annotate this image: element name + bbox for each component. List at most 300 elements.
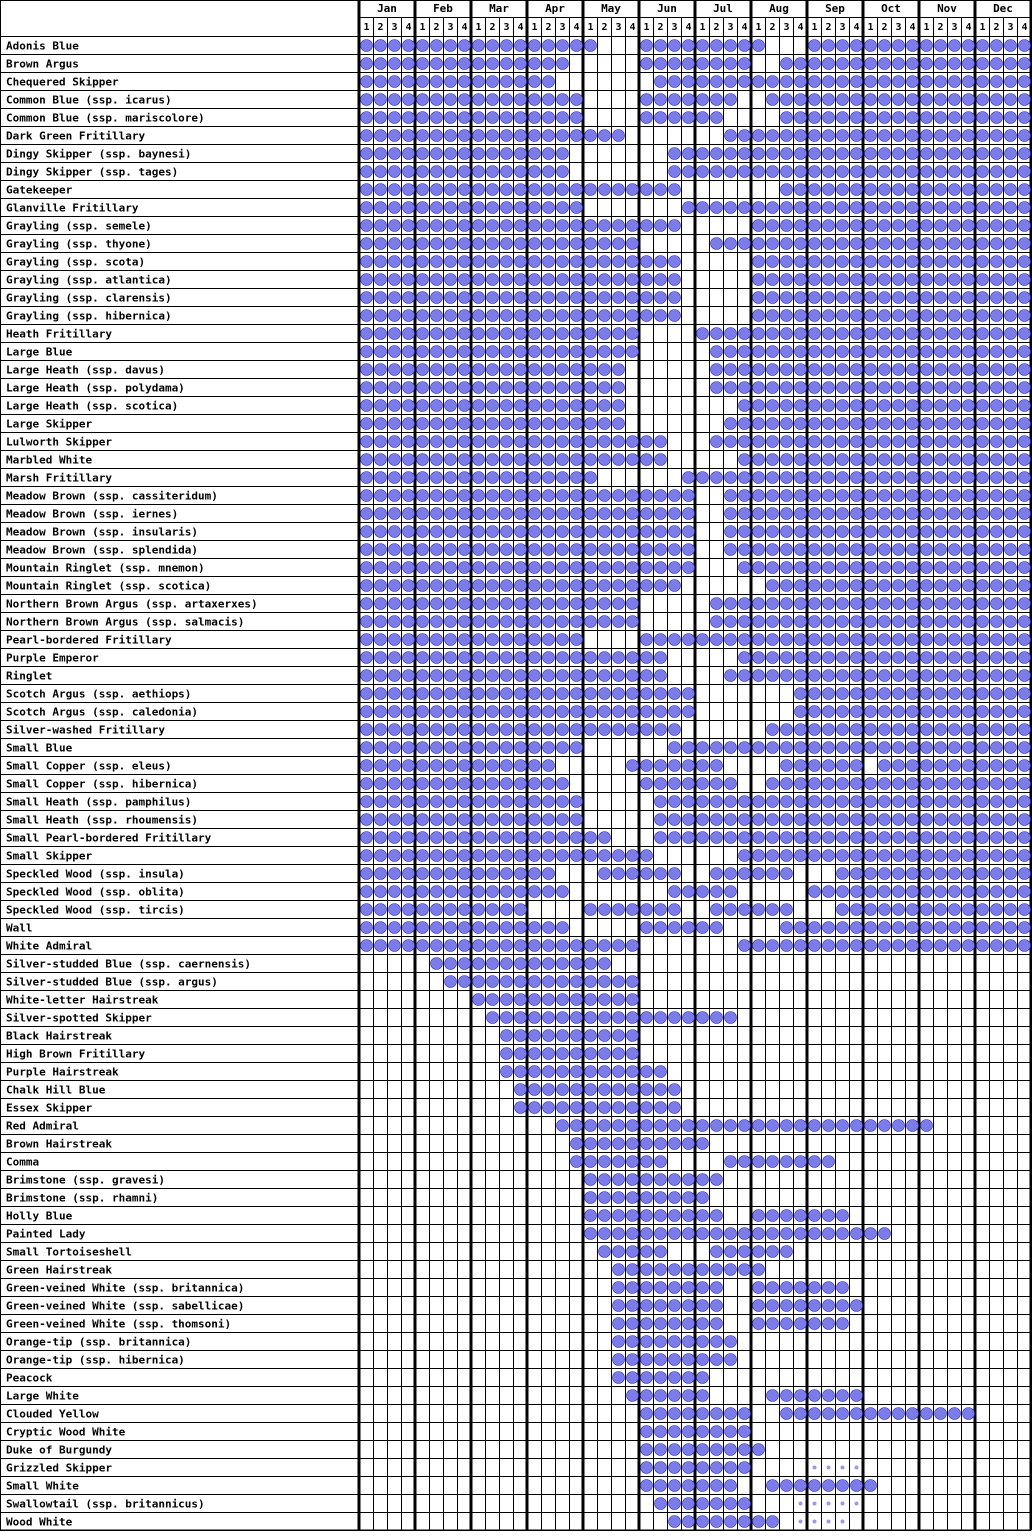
flight-dot (445, 472, 457, 484)
flight-dot (907, 76, 919, 88)
flight-dot (627, 616, 639, 628)
flight-dot (375, 940, 387, 952)
flight-dot (1019, 508, 1031, 520)
flight-dot (935, 130, 947, 142)
flight-dot (809, 1480, 821, 1492)
flight-dot (767, 832, 779, 844)
flight-dot (823, 310, 835, 322)
flight-dot (893, 508, 905, 520)
flight-dot (445, 958, 457, 970)
flight-dot (935, 778, 947, 790)
flight-dot (837, 238, 849, 250)
flight-dot (571, 724, 583, 736)
flight-dot (879, 472, 891, 484)
flight-dot (515, 850, 527, 862)
flight-dot (627, 940, 639, 952)
flight-dot (529, 850, 541, 862)
species-label: Meadow Brown (ssp. insularis) (6, 525, 199, 539)
flight-dot (1005, 904, 1017, 916)
flight-dot (865, 400, 877, 412)
week-label: 1 (923, 22, 930, 33)
flight-dot (851, 832, 863, 844)
flight-dot (599, 274, 611, 286)
flight-dot (837, 76, 849, 88)
week-label: 2 (489, 22, 496, 33)
flight-dot (739, 904, 751, 916)
flight-dot (725, 148, 737, 160)
flight-dot (837, 1282, 849, 1294)
flight-dot (977, 328, 989, 340)
flight-dot (767, 1210, 779, 1222)
flight-dot (809, 436, 821, 448)
week-label: 4 (965, 22, 972, 33)
flight-dot (389, 544, 401, 556)
flight-dot (487, 76, 499, 88)
flight-dot (389, 652, 401, 664)
flight-dot (585, 850, 597, 862)
flight-dot (753, 616, 765, 628)
flight-dot (851, 274, 863, 286)
flight-dot (991, 778, 1003, 790)
flight-dot (627, 1156, 639, 1168)
flight-dot (879, 364, 891, 376)
flight-dot (739, 166, 751, 178)
flight-dot (823, 76, 835, 88)
flight-dot (697, 40, 709, 52)
flight-dot (935, 418, 947, 430)
flight-dot (837, 220, 849, 232)
flight-dot (599, 706, 611, 718)
flight-dot (641, 112, 653, 124)
flight-dot (893, 868, 905, 880)
flight-dot (487, 328, 499, 340)
flight-dot (571, 454, 583, 466)
flight-dot (739, 1120, 751, 1132)
flight-dot (935, 436, 947, 448)
flight-dot (879, 148, 891, 160)
flight-dot (655, 1174, 667, 1186)
flight-dot (725, 634, 737, 646)
week-label: 2 (601, 22, 608, 33)
flight-dot (669, 562, 681, 574)
flight-dot (963, 166, 975, 178)
flight-dot (599, 1138, 611, 1150)
flight-dot (781, 580, 793, 592)
flight-dot (389, 670, 401, 682)
flight-dot (613, 1066, 625, 1078)
flight-dot (1019, 310, 1031, 322)
flight-dot (837, 742, 849, 754)
flight-dot (739, 670, 751, 682)
flight-dot (767, 1246, 779, 1258)
week-label: 4 (909, 22, 916, 33)
flight-dot (753, 382, 765, 394)
flight-dot (753, 490, 765, 502)
flight-dot (473, 256, 485, 268)
flight-dot (949, 580, 961, 592)
flight-dot (403, 886, 415, 898)
flight-dot (431, 148, 443, 160)
flight-dot (417, 652, 429, 664)
flight-dot (823, 760, 835, 772)
flight-dot (431, 616, 443, 628)
flight-dot (641, 1138, 653, 1150)
flight-dot (935, 238, 947, 250)
flight-dot (627, 1282, 639, 1294)
flight-dot (697, 1516, 709, 1528)
flight-dot (697, 1264, 709, 1276)
flight-dot (753, 454, 765, 466)
flight-dot (375, 706, 387, 718)
flight-dot (417, 598, 429, 610)
flight-dot (669, 184, 681, 196)
flight-dot (375, 760, 387, 772)
species-label: Purple Hairstreak (6, 1065, 119, 1079)
flight-dot (935, 382, 947, 394)
flight-dot (837, 112, 849, 124)
flight-dot (991, 616, 1003, 628)
flight-dot (865, 598, 877, 610)
flight-dot (865, 364, 877, 376)
flight-dot (613, 1048, 625, 1060)
flight-dot (1019, 886, 1031, 898)
flight-dot (683, 40, 695, 52)
flight-dot (851, 724, 863, 736)
flight-dot (669, 220, 681, 232)
flight-dot (655, 40, 667, 52)
flight-dot (991, 418, 1003, 430)
flight-dot (431, 58, 443, 70)
flight-dot (781, 1156, 793, 1168)
flight-dot (557, 652, 569, 664)
flight-dot (767, 76, 779, 88)
flight-dot (809, 202, 821, 214)
flight-dot (697, 94, 709, 106)
flight-dot (655, 94, 667, 106)
flight-dot (515, 796, 527, 808)
flight-dot (1005, 256, 1017, 268)
flight-dot (949, 544, 961, 556)
flight-dot (697, 1282, 709, 1294)
flight-dot (613, 1156, 625, 1168)
flight-dot (851, 220, 863, 232)
flight-dot (865, 148, 877, 160)
flight-dot (767, 1120, 779, 1132)
flight-dot (991, 328, 1003, 340)
month-label-jul: Jul (713, 2, 733, 15)
flight-dot (935, 562, 947, 574)
flight-dot (445, 364, 457, 376)
flight-dot (613, 1264, 625, 1276)
flight-dot (851, 904, 863, 916)
flight-dot (893, 472, 905, 484)
flight-dot (1005, 850, 1017, 862)
flight-dot (991, 940, 1003, 952)
flight-dot (683, 760, 695, 772)
flight-dot (1019, 544, 1031, 556)
flight-dot (711, 1264, 723, 1276)
flight-dot (753, 202, 765, 214)
flight-dot (613, 1084, 625, 1096)
flight-dot (907, 814, 919, 826)
flight-dot (739, 796, 751, 808)
flight-dot (473, 472, 485, 484)
flight-dot (683, 634, 695, 646)
species-label: Swallowtail (ssp. britannicus) (6, 1497, 205, 1511)
flight-dot (865, 490, 877, 502)
flight-dot (921, 706, 933, 718)
flight-dot (655, 760, 667, 772)
flight-dot (571, 940, 583, 952)
flight-dot (879, 922, 891, 934)
flight-dot (487, 994, 499, 1006)
flight-dot (711, 598, 723, 610)
faint-flight-dot (827, 1466, 831, 1470)
flight-dot (417, 778, 429, 790)
flight-dot (375, 634, 387, 646)
flight-dot (529, 1048, 541, 1060)
species-label: Grayling (ssp. clarensis) (6, 291, 172, 305)
flight-dot (403, 382, 415, 394)
flight-dot (991, 76, 1003, 88)
flight-dot (669, 166, 681, 178)
flight-dot (669, 112, 681, 124)
flight-dot (683, 1174, 695, 1186)
flight-dot (739, 742, 751, 754)
flight-dot (669, 1408, 681, 1420)
flight-dot (683, 814, 695, 826)
flight-dot (851, 346, 863, 358)
flight-dot (711, 1516, 723, 1528)
flight-dot (683, 1264, 695, 1276)
flight-dot (725, 202, 737, 214)
flight-dot (459, 940, 471, 952)
flight-dot (921, 94, 933, 106)
flight-dot (795, 796, 807, 808)
flight-dot (851, 148, 863, 160)
flight-dot (613, 1228, 625, 1240)
flight-dot (613, 1300, 625, 1312)
flight-dot (697, 58, 709, 70)
flight-dot (711, 1444, 723, 1456)
flight-dot (795, 202, 807, 214)
flight-dot (1019, 562, 1031, 574)
flight-dot (781, 868, 793, 880)
flight-dot (1019, 436, 1031, 448)
flight-dot (1005, 220, 1017, 232)
flight-dot (431, 580, 443, 592)
flight-dot (963, 418, 975, 430)
flight-dot (1019, 616, 1031, 628)
flight-dot (487, 940, 499, 952)
species-label: Lulworth Skipper (6, 435, 112, 449)
flight-dot (529, 202, 541, 214)
flight-dot (571, 490, 583, 502)
flight-dot (487, 652, 499, 664)
flight-dot (739, 58, 751, 70)
flight-dot (893, 76, 905, 88)
flight-dot (557, 166, 569, 178)
flight-dot (501, 544, 513, 556)
flight-dot (585, 1210, 597, 1222)
flight-dot (641, 454, 653, 466)
flight-dot (935, 940, 947, 952)
species-label: Speckled Wood (ssp. tircis) (6, 903, 185, 917)
flight-dot (963, 382, 975, 394)
flight-dot (963, 706, 975, 718)
flight-dot (725, 1156, 737, 1168)
flight-dot (725, 58, 737, 70)
flight-dot (361, 112, 373, 124)
flight-dot (389, 76, 401, 88)
flight-dot (375, 814, 387, 826)
flight-dot (795, 418, 807, 430)
flight-dot (361, 886, 373, 898)
flight-dot (753, 346, 765, 358)
flight-dot (627, 850, 639, 862)
flight-dot (809, 670, 821, 682)
flight-dot (445, 598, 457, 610)
flight-dot (655, 1390, 667, 1402)
flight-dot (417, 58, 429, 70)
flight-dot (935, 346, 947, 358)
flight-dot (991, 796, 1003, 808)
flight-dot (585, 1156, 597, 1168)
species-label: Pearl-bordered Fritillary (6, 633, 172, 647)
flight-dot (921, 292, 933, 304)
flight-dot (501, 958, 513, 970)
flight-dot (571, 958, 583, 970)
flight-dot (403, 490, 415, 502)
flight-dot (501, 40, 513, 52)
flight-dot (935, 112, 947, 124)
flight-dot (809, 346, 821, 358)
flight-dot (655, 1012, 667, 1024)
flight-dot (515, 742, 527, 754)
flight-dot (893, 112, 905, 124)
flight-dot (641, 1462, 653, 1474)
flight-dot (683, 1138, 695, 1150)
flight-dot (823, 364, 835, 376)
flight-dot (501, 1048, 513, 1060)
flight-dot (991, 904, 1003, 916)
flight-dot (431, 850, 443, 862)
flight-dot (515, 526, 527, 538)
flight-dot (655, 256, 667, 268)
flight-dot (655, 634, 667, 646)
flight-dot (515, 58, 527, 70)
flight-dot (949, 94, 961, 106)
flight-dot (977, 94, 989, 106)
flight-dot (529, 166, 541, 178)
flight-dot (795, 706, 807, 718)
flight-dot (557, 688, 569, 700)
flight-dot (683, 1012, 695, 1024)
flight-dot (963, 310, 975, 322)
flight-dot (977, 256, 989, 268)
flight-dot (865, 742, 877, 754)
flight-dot (655, 1264, 667, 1276)
flight-dot (445, 904, 457, 916)
flight-dot (711, 1480, 723, 1492)
flight-dot (949, 886, 961, 898)
species-label: Grayling (ssp. thyone) (6, 237, 152, 251)
flight-dot (879, 688, 891, 700)
flight-dot (459, 760, 471, 772)
flight-dot (487, 760, 499, 772)
flight-dot (431, 382, 443, 394)
flight-dot (991, 400, 1003, 412)
flight-dot (529, 922, 541, 934)
flight-dot (823, 58, 835, 70)
flight-dot (977, 868, 989, 880)
flight-dot (963, 634, 975, 646)
flight-dot (473, 220, 485, 232)
flight-dot (417, 634, 429, 646)
flight-dot (487, 58, 499, 70)
flight-dot (823, 724, 835, 736)
flight-dot (809, 130, 821, 142)
flight-dot (767, 310, 779, 322)
flight-dot (361, 400, 373, 412)
flight-dot (907, 760, 919, 772)
flight-dot (935, 94, 947, 106)
flight-dot (683, 58, 695, 70)
flight-dot (991, 598, 1003, 610)
flight-dot (977, 202, 989, 214)
flight-dot (879, 508, 891, 520)
flight-dot (1019, 454, 1031, 466)
flight-dot (907, 58, 919, 70)
flight-dot (543, 256, 555, 268)
flight-dot (809, 760, 821, 772)
flight-dot (655, 1138, 667, 1150)
flight-dot (585, 364, 597, 376)
flight-dot (683, 1192, 695, 1204)
flight-dot (599, 904, 611, 916)
flight-dot (641, 634, 653, 646)
flight-dot (445, 544, 457, 556)
flight-dot (1019, 670, 1031, 682)
flight-dot (655, 652, 667, 664)
flight-dot (655, 1408, 667, 1420)
flight-dot (683, 1318, 695, 1330)
flight-dot (557, 778, 569, 790)
flight-dot (809, 328, 821, 340)
flight-dot (795, 490, 807, 502)
flight-dot (851, 634, 863, 646)
flight-dot (599, 1012, 611, 1024)
flight-dot (781, 400, 793, 412)
flight-dot (921, 508, 933, 520)
species-label: Northern Brown Argus (ssp. salmacis) (6, 615, 245, 629)
flight-dot (1005, 706, 1017, 718)
flight-dot (361, 922, 373, 934)
flight-dot (739, 832, 751, 844)
flight-dot (613, 1102, 625, 1114)
flight-dot (529, 310, 541, 322)
flight-dot (935, 742, 947, 754)
flight-dot (739, 202, 751, 214)
flight-dot (1005, 760, 1017, 772)
flight-dot (389, 94, 401, 106)
flight-dot (907, 940, 919, 952)
flight-dot (725, 40, 737, 52)
month-label-apr: Apr (545, 2, 565, 15)
flight-dot (445, 580, 457, 592)
flight-dot (627, 238, 639, 250)
flight-dot (389, 130, 401, 142)
